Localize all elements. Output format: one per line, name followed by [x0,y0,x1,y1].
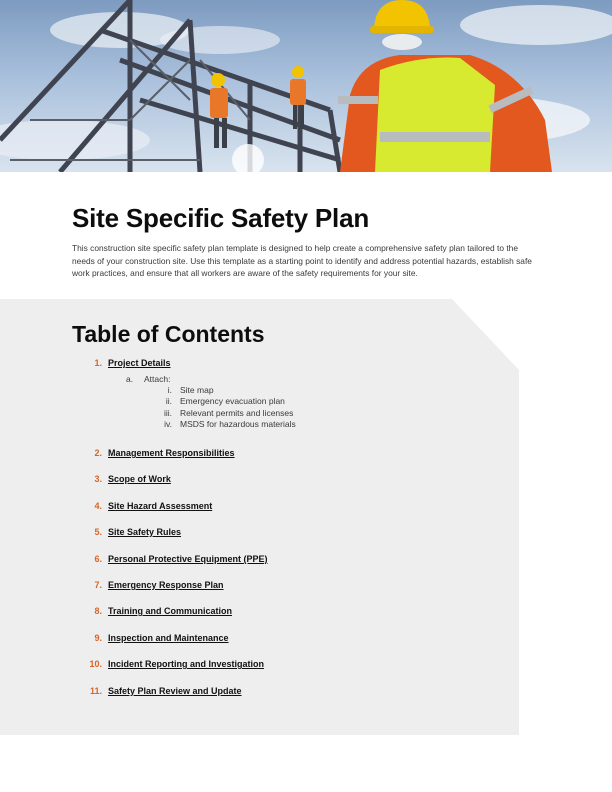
list-item [150,396,296,407]
list-item-label: Relevant permits and licenses [180,407,294,418]
list-item [150,419,296,430]
roman-number: i. [167,385,172,395]
toc-link[interactable]: Safety Plan Review and Update [108,686,242,696]
toc-number: 3. [94,474,102,484]
toc-number: 11. [89,686,102,696]
hero-image [0,0,612,172]
toc-link[interactable]: Site Safety Rules [108,527,182,537]
sub-letter: a. [126,374,134,384]
toc-number: 5. [94,527,102,537]
toc-number: 1. [94,358,102,368]
toc-link[interactable]: Emergency Response Plan [108,580,224,590]
list-item-label: Site map [180,385,214,395]
sub-label: Attach: [144,374,171,384]
roman-number: iii. [163,407,172,418]
toc-link[interactable]: Personal Protective Equipment (PPE) [108,554,268,564]
list-item-label: Emergency evacuation plan [180,396,285,407]
list-item [150,408,296,419]
construction-workers-illustration [0,0,612,172]
toc-number: 6. [94,554,102,564]
toc-link[interactable]: Incident Reporting and Investigation [108,659,265,669]
toc-number: 2. [94,448,102,458]
toc-title: Table of Contents [72,321,265,347]
roman-number: ii. [165,396,172,407]
toc-link[interactable]: Management Responsibilities [108,448,235,458]
toc-link[interactable]: Inspection and Maintenance [108,633,229,643]
worker-small-1 [210,73,228,148]
toc-number: 7. [94,580,102,590]
toc-link[interactable]: Scope of Work [108,474,171,484]
toc-link[interactable]: Project Details [108,358,171,368]
toc-link[interactable]: Site Hazard Assessment [108,501,213,511]
list-item [150,385,296,396]
document-title: Site Specific Safety Plan [72,203,370,233]
list-item-label: MSDS for hazardous materials [180,418,296,429]
toc-number: 4. [94,501,102,511]
attach-list [150,385,296,430]
intro-paragraph: This construction site specific safety plan template is designed to help create a comprehensive safety plan tailored to the needs of your construction site. Use this template as a starting point to identify and address potential hazards, establish safe work practices, and ensure that all workers are aware of the safety requirements for your site. [72,243,532,279]
toc-number: 9. [94,633,102,643]
roman-number: iv. [164,418,172,429]
toc-number: 8. [94,606,102,616]
toc-subitem-attach [126,374,170,384]
toc-number: 10. [89,659,102,669]
toc-link[interactable]: Training and Communication [108,606,233,616]
